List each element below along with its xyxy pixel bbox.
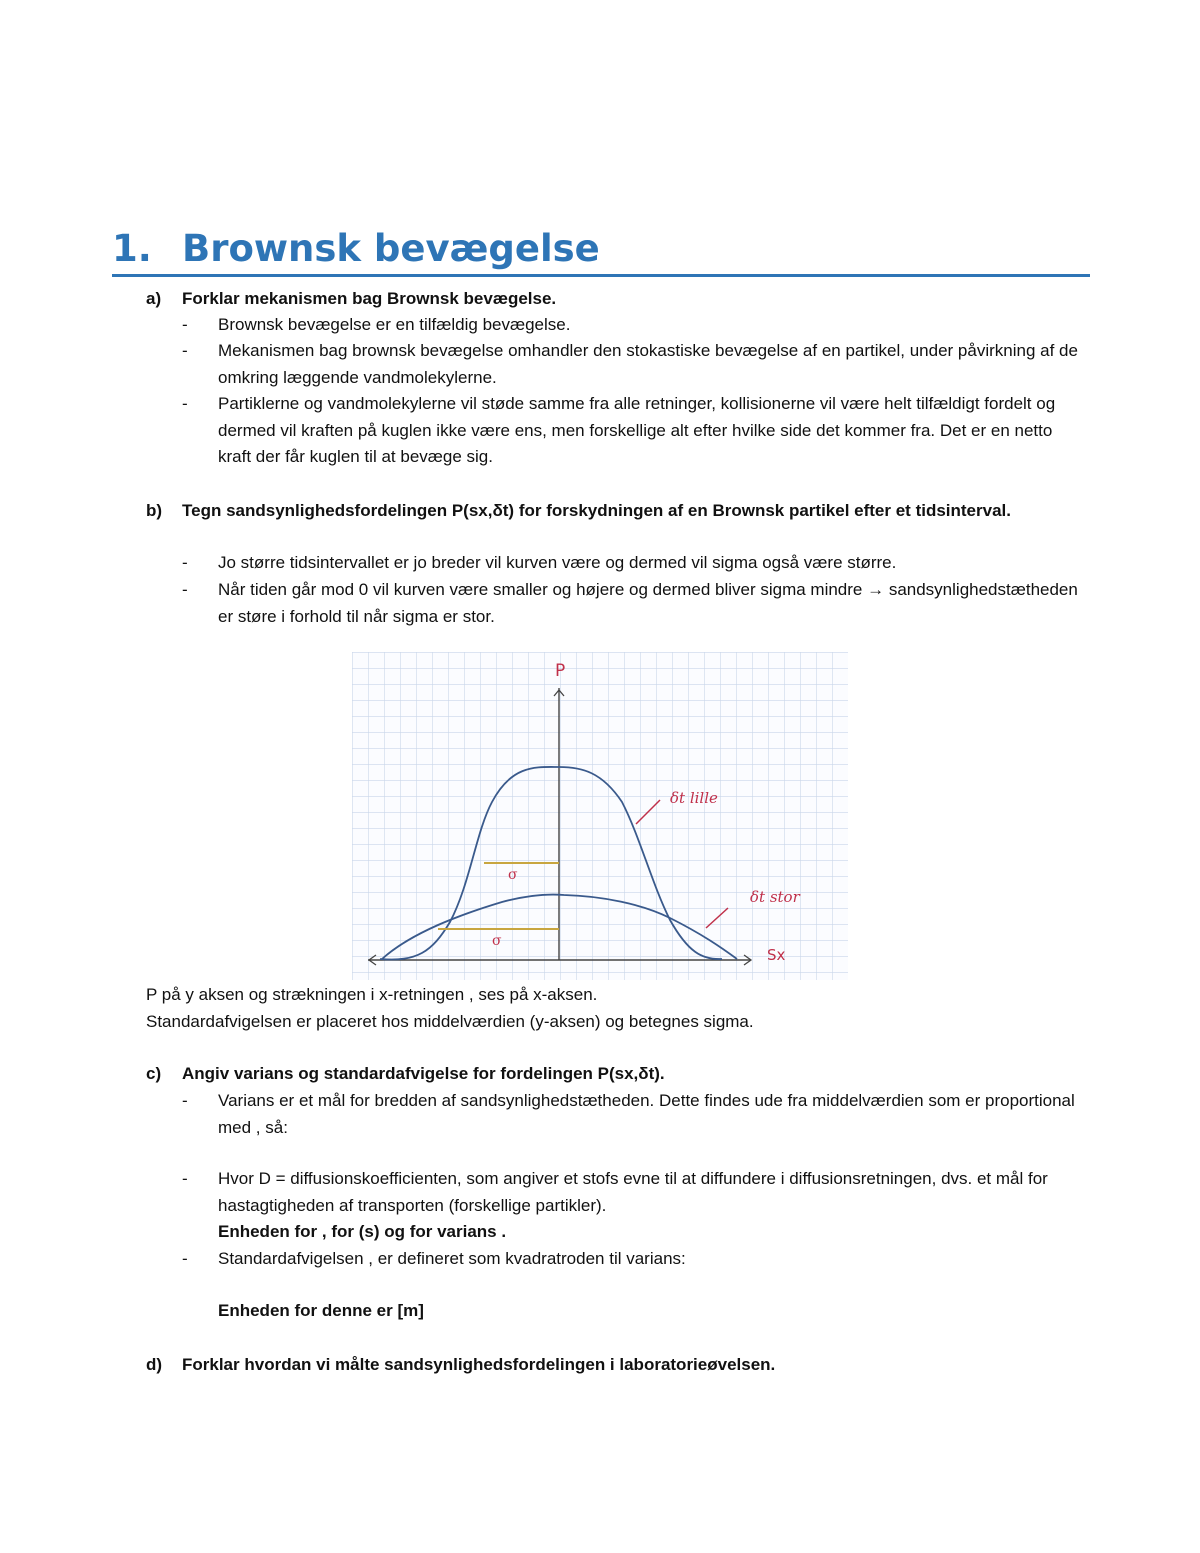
unit-line-2: Enheden for denne er [m] (218, 1301, 424, 1320)
question-b (146, 498, 1011, 524)
graph-caption-1: P på y aksen og strækningen i x-retningen , ses på x-aksen. (146, 985, 598, 1004)
question-d (146, 1352, 776, 1378)
sigma-label-narrow: σ (508, 867, 518, 883)
bullet-b1 (182, 550, 1082, 577)
bullet-text: Partiklerne og vandmolekylerne vil støde samme fra alle retninger, kollisionerne vil være helt tilfældigt fordelt og dermed vil kraften på kuglen ikke være ens, men forskellige alt efter hvilke side det kommer fra. Det er en netto kraft der får kuglen til at bevæge sig. (218, 394, 1056, 466)
bullet-c3 (182, 1246, 1082, 1273)
sigma-label-wide: σ (492, 933, 502, 949)
bullet-c1 (182, 1088, 1082, 1141)
bullet-text: Varians er et mål for bredden af sandsynlighedstætheden. Dette findes ude fra middelværdien som er proportional med , så: (218, 1091, 1075, 1137)
heading-number: 1. (112, 227, 152, 270)
bullet-text: Mekanismen bag brownsk bevægelse omhandler den stokastiske bevægelse af en partikel, under påvirkning af de omkring læggende vandmolekylerne. (218, 341, 1078, 387)
graph-caption-2: Standardafvigelsen er placeret hos middelværdien (y-aksen) og betegnes sigma. (146, 1012, 754, 1031)
bullet-dash: - (182, 1091, 188, 1110)
unit-line-1: Enheden for , for (s) og for varians . (218, 1222, 507, 1241)
distribution-sketch (352, 652, 848, 980)
bullet-a3 (182, 391, 1082, 471)
bullet-a1 (182, 312, 1082, 339)
bullet-text: Når tiden går mod 0 vil kurven være smaller og højere og dermed bliver sigma mindre → sandsynlighedstætheden er støre i forhold til når sigma er stor. (218, 580, 1078, 626)
bullet-dash: - (182, 1249, 188, 1268)
section-heading (112, 226, 1090, 277)
bullet-dash: - (182, 1169, 188, 1188)
heading-title: Brownsk bevægelse (182, 227, 600, 270)
bullet-text: Standardafvigelsen , er defineret som kvadratroden til varians: (218, 1249, 686, 1268)
bullet-text: Jo større tidsintervallet er jo breder vil kurven være og dermed vil sigma også være større. (218, 553, 897, 572)
bullet-dash: - (182, 315, 188, 334)
wide-curve-label: δt stor (750, 888, 800, 906)
question-a-label: a) (146, 289, 162, 308)
question-a-text: Forklar mekanismen bag Brownsk bevægelse. (182, 289, 557, 308)
question-a (146, 286, 557, 312)
question-b-label: b) (146, 501, 163, 520)
x-axis-label: Sx (767, 946, 786, 964)
bullet-dash: - (182, 553, 188, 572)
question-c-text: Angiv varians og standardafvigelse for fordelingen P(sx,δt). (182, 1064, 665, 1083)
question-b-text: Tegn sandsynlighedsfordelingen P(sx,δt) for forskydningen af en Brownsk partikel efter et tidsinterval. (182, 501, 1011, 520)
y-axis-label: P (555, 661, 566, 681)
question-d-text: Forklar hvordan vi målte sandsynlighedsfordelingen i laboratorieøvelsen. (182, 1355, 776, 1374)
bullet-a2 (182, 338, 1082, 391)
bullet-dash: - (182, 394, 188, 413)
bullet-c2 (182, 1166, 1082, 1219)
bullet-dash: - (182, 341, 188, 360)
question-c-label: c) (146, 1064, 162, 1083)
bullet-text: Hvor D = diffusionskoefficienten, som angiver et stofs evne til at diffundere i diffusionsretningen, dvs. et mål for hastagtigheden af transporten (forskellige partikler). (218, 1169, 1048, 1215)
question-c (146, 1061, 665, 1087)
question-d-label: d) (146, 1355, 163, 1374)
narrow-curve-label: δt lille (670, 789, 718, 807)
bullet-dash: - (182, 580, 188, 599)
bullet-b2 (182, 577, 1082, 630)
bullet-text: Brownsk bevægelse er en tilfældig bevægelse. (218, 315, 571, 334)
